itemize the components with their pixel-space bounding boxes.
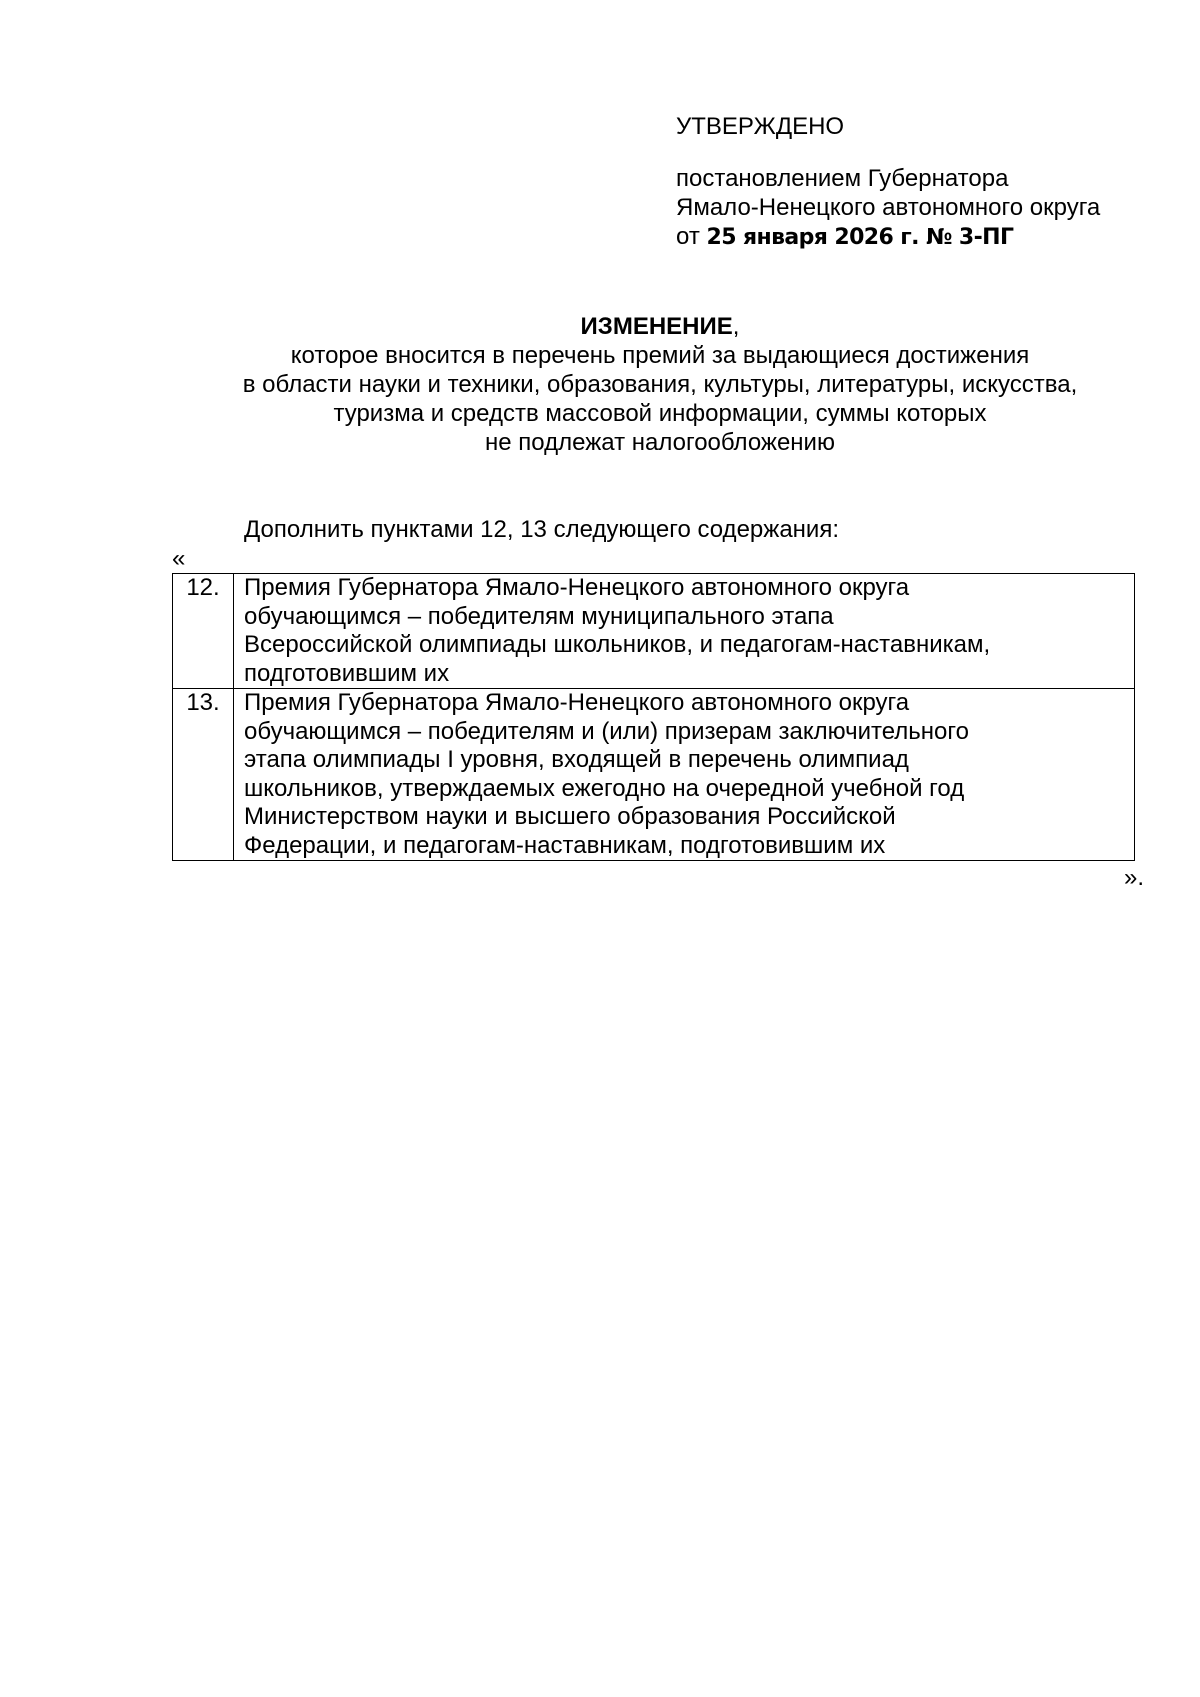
- table-row: [173, 574, 1135, 689]
- items-table: [172, 573, 1135, 861]
- item-text: [234, 689, 1135, 861]
- item-number: 12.: [173, 574, 234, 689]
- approval-line-1: постановлением Губернатора: [676, 165, 1009, 192]
- approval-status: УТВЕРЖДЕНО: [676, 113, 845, 140]
- title-heading: ИЗМЕНЕНИЕ: [580, 313, 733, 340]
- item-text-line: обучающимся – победителям муниципального этапа: [244, 602, 834, 630]
- intro-text: Дополнить пунктами 12, 13 следующего содержания:: [244, 516, 839, 543]
- title-heading-line: [150, 312, 1170, 341]
- title-line-2: в области науки и техники, образования, культуры, литературы, искусства,: [242, 371, 1078, 398]
- item-text-line: Премия Губернатора Ямало-Ненецкого автономного округа: [244, 689, 910, 716]
- approval-date-line: [676, 222, 1176, 252]
- document-title: [150, 312, 1170, 457]
- item-text-line: Министерством науки и высшего образования Российской: [244, 803, 896, 830]
- title-line-1: которое вносится в перечень премий за выдающиеся достижения: [290, 342, 1030, 369]
- item-text: [234, 574, 1135, 689]
- item-text-line: этапа олимпиады I уровня, входящей в перечень олимпиад: [244, 746, 909, 773]
- item-text-line: Премия Губернатора Ямало-Ненецкого автономного округа: [244, 574, 910, 601]
- item-text-line: подготовившим их: [244, 659, 450, 687]
- item-text-line: обучающимся – победителям и (или) призерам заключительного: [244, 717, 969, 745]
- item-number: 13.: [173, 689, 234, 861]
- closing-quote: ».: [1124, 864, 1145, 891]
- approval-date-number: 25 января 2026 г. № 3-ПГ: [706, 225, 1014, 250]
- title-line-4: не подлежат налогообложению: [485, 429, 835, 456]
- opening-quote: «: [172, 545, 186, 572]
- item-text-line: школьников, утверждаемых ежегодно на очередной учебной год: [244, 774, 965, 802]
- approval-date-prefix: от: [676, 223, 700, 250]
- approval-line-2: Ямало-Ненецкого автономного округа: [676, 194, 1101, 221]
- item-text-line: Федерации, и педагогам-наставникам, подготовившим их: [244, 831, 886, 859]
- title-line-3: туризма и средств массовой информации, суммы которых: [333, 400, 987, 427]
- approval-block: [676, 112, 1176, 252]
- item-text-line: Всероссийской олимпиады школьников, и педагогам-наставникам,: [244, 631, 991, 658]
- title-heading-suffix: ,: [732, 313, 740, 340]
- table-row: [173, 689, 1135, 861]
